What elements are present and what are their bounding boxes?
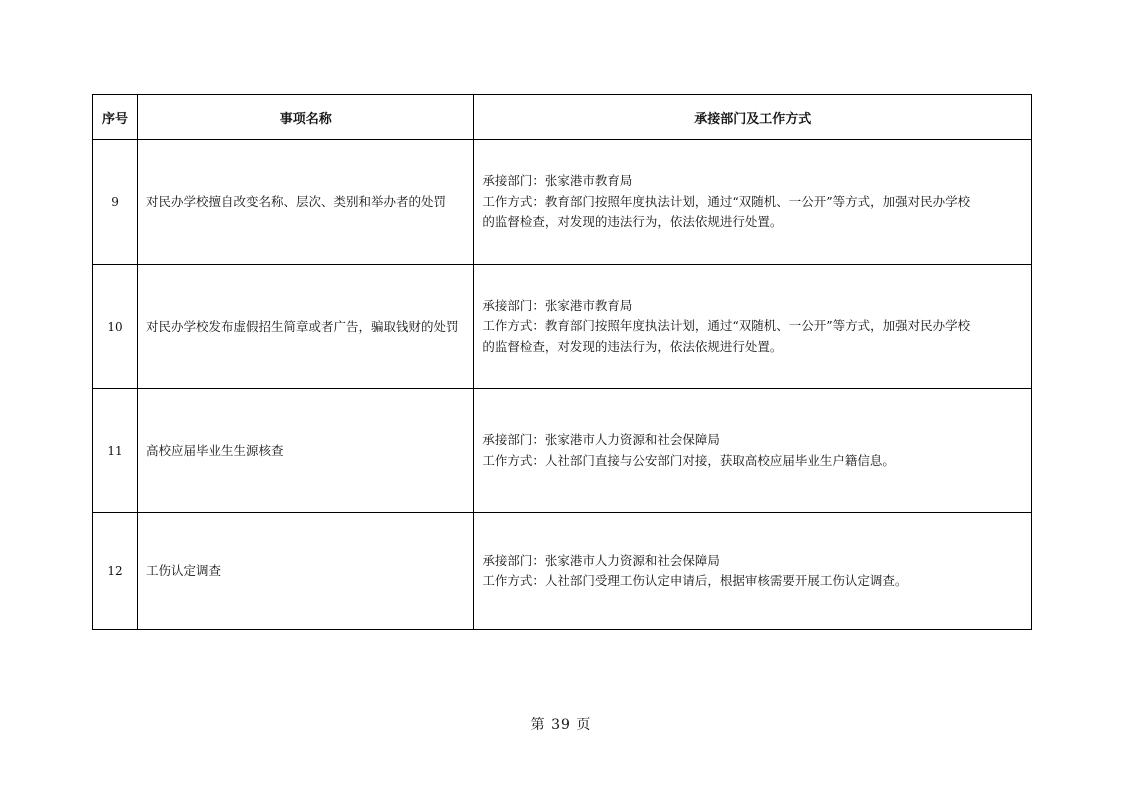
- table-row: [93, 389, 1032, 513]
- header-department-method: 承接部门及工作方式: [474, 95, 1032, 140]
- row-matter-name: 高校应届毕业生生源核查: [138, 389, 474, 513]
- row-serial-number: 9: [93, 140, 138, 265]
- row-serial-number: 10: [93, 265, 138, 389]
- method-line: 工作方式：教育部门按照年度执法计划，通过“双随机、一公开”等方式，加强对民办学校: [482, 193, 971, 209]
- department-line: 承接部门：张家港市人力资源和社会保障局: [482, 552, 720, 568]
- department-line: 承接部门：张家港市人力资源和社会保障局: [482, 432, 720, 447]
- department-line: 承接部门：张家港市教育局: [482, 173, 633, 189]
- page-number: 第 39 页: [530, 717, 592, 733]
- table-row: [93, 265, 1032, 389]
- row-matter-name: 对民办学校擅自改变名称、层次、类别和举办者的处罚: [138, 140, 474, 265]
- method-line: 工作方式：人社部门直接与公安部门对接，获取高校应届毕业生户籍信息。: [482, 452, 895, 468]
- header-matter-name: 事项名称: [138, 95, 474, 140]
- header-serial-number: 序号: [93, 95, 138, 140]
- table-header-row: [93, 95, 1032, 140]
- row-serial-number: 12: [93, 513, 138, 630]
- row-department-method: [474, 265, 1032, 389]
- department-line: 承接部门：张家港市教育局: [482, 297, 633, 313]
- row-serial-number: 11: [93, 389, 138, 513]
- method-line-continued: 的监督检查，对发现的违法行为，依法依规进行处置。: [482, 214, 783, 230]
- row-matter-name: 工伤认定调查: [138, 513, 474, 630]
- row-department-method: [474, 513, 1032, 630]
- table-row: [93, 513, 1032, 630]
- row-department-method: [474, 140, 1032, 265]
- method-line: 工作方式：人社部门受理工伤认定申请后，根据审核需要开展工伤认定调查。: [482, 573, 908, 588]
- row-department-method: [474, 389, 1032, 513]
- matters-table: [92, 94, 1032, 630]
- method-line: 工作方式：教育部门按照年度执法计划，通过“双随机、一公开”等方式，加强对民办学校: [482, 318, 971, 334]
- table-row: [93, 140, 1032, 265]
- method-line-continued: 的监督检查，对发现的违法行为，依法依规进行处置。: [482, 338, 783, 354]
- row-matter-name: 对民办学校发布虚假招生简章或者广告，骗取钱财的处罚: [138, 265, 474, 389]
